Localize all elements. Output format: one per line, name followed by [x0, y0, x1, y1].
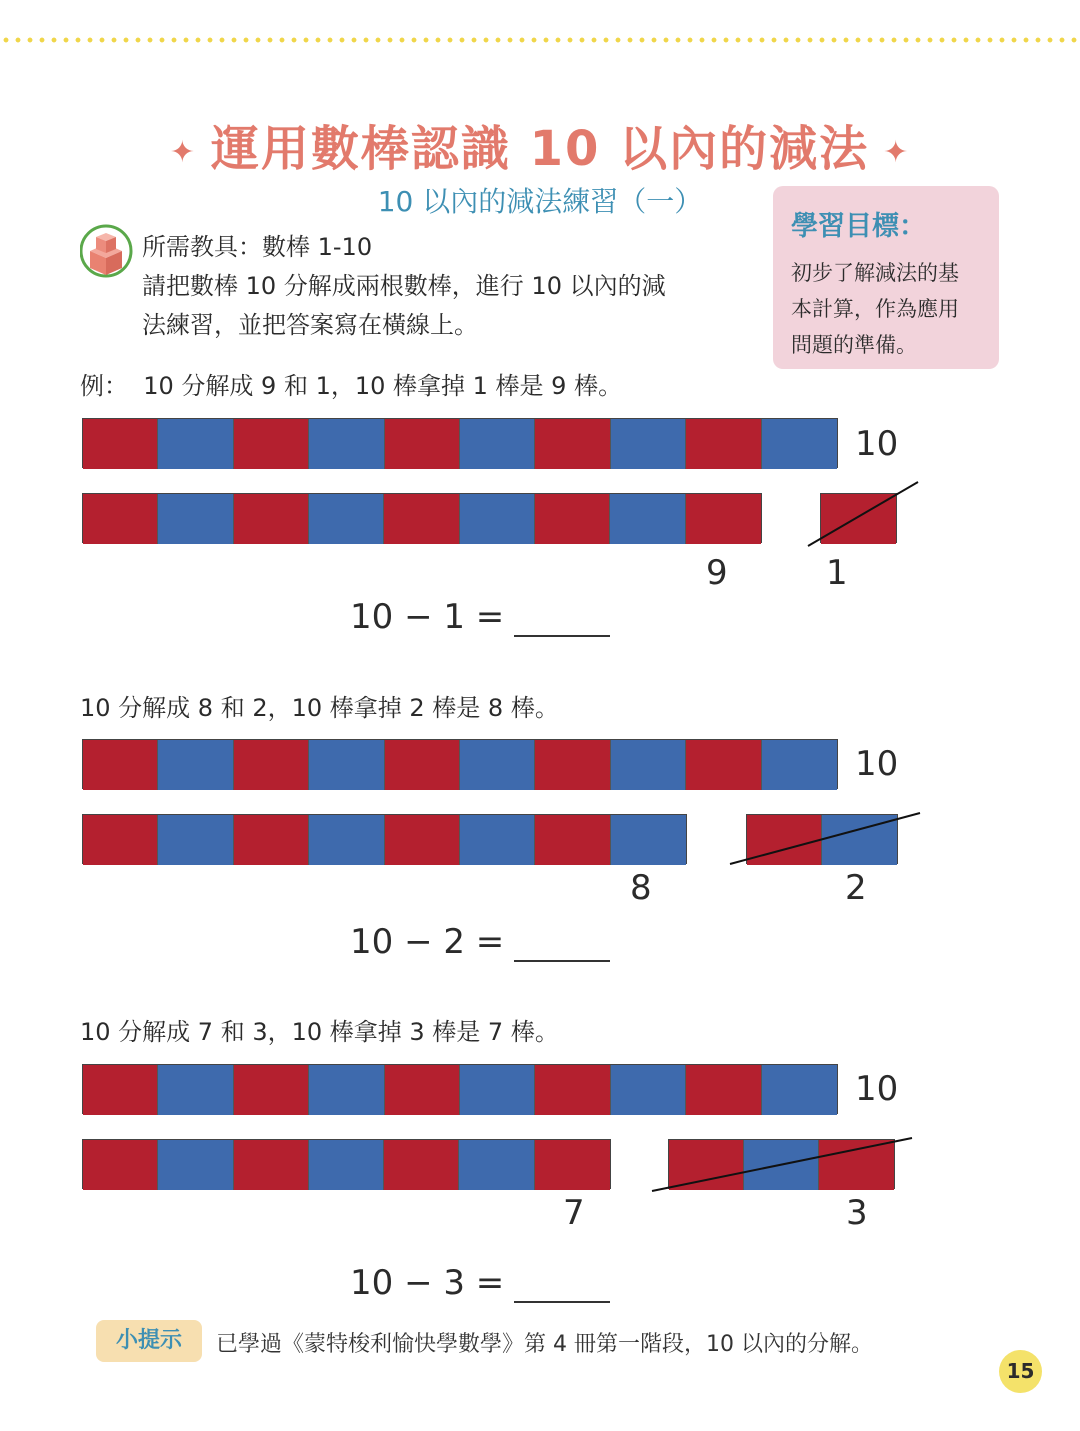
rod-segment	[459, 1140, 534, 1190]
rod-segment	[158, 740, 233, 790]
instruction-line: 法練習，並把答案寫在橫線上。	[142, 311, 478, 339]
rod-segment	[384, 1140, 459, 1190]
rod-segment	[535, 815, 610, 865]
rod-remaining	[82, 493, 762, 543]
rod-segment	[385, 1065, 460, 1115]
cross-out-line	[650, 1135, 915, 1195]
rod-segment	[535, 1140, 610, 1190]
rod-segment	[460, 815, 535, 865]
rod-segment	[83, 419, 158, 469]
exercise-sentence: 10 分解成 8 和 2，10 棒拿掉 2 棒是 8 棒。	[80, 694, 559, 722]
rod-segment	[385, 740, 460, 790]
star-icon: ✦	[169, 134, 197, 170]
rod-segment	[83, 740, 158, 790]
rod-segment	[535, 494, 610, 544]
rod-segment	[309, 1065, 384, 1115]
exercise-sentence: 10 分解成 7 和 3，10 棒拿掉 3 棒是 7 棒。	[80, 1018, 559, 1046]
rod-segment	[309, 494, 384, 544]
rod-segment	[83, 1140, 158, 1190]
instruction-line: 請把數棒 10 分解成兩根數棒，進行 10 以內的減	[142, 272, 666, 300]
rod-segment	[535, 740, 610, 790]
goal-line: 本計算，作為應用	[791, 297, 959, 321]
equation	[350, 1263, 610, 1303]
removed-label: 1	[826, 553, 848, 593]
rod-segment	[234, 740, 309, 790]
goal-line: 初步了解減法的基	[791, 261, 959, 285]
rod-segment	[309, 1140, 384, 1190]
example-label: 例：	[80, 372, 128, 400]
remain-label: 9	[706, 553, 728, 593]
rod-segment	[762, 1065, 837, 1115]
rod-segment	[611, 419, 686, 469]
learning-goal-title: 學習目標：	[791, 211, 926, 242]
dotted-border	[0, 37, 1080, 43]
rod-remaining	[82, 1139, 611, 1189]
answer-blank[interactable]	[514, 930, 610, 962]
rod-segment	[686, 419, 761, 469]
tools-needed: 所需教具：數棒 1-10	[142, 233, 373, 261]
rod-segment	[460, 494, 535, 544]
rod-segment	[460, 1065, 535, 1115]
goal-line: 問題的準備。	[791, 333, 917, 357]
rod-segment	[158, 1065, 233, 1115]
rod-remaining	[82, 814, 687, 864]
learning-goal-text	[791, 255, 981, 363]
removed-label: 3	[846, 1193, 868, 1233]
rod-segment	[762, 419, 837, 469]
rod-segment	[686, 740, 761, 790]
rod-segment	[158, 1140, 233, 1190]
page-title-text: 運用數棒認識 10 以內的減法	[210, 121, 870, 177]
page-subtitle: 10 以內的減法練習（一）	[377, 185, 703, 218]
remain-label: 7	[563, 1193, 585, 1233]
answer-blank[interactable]	[514, 605, 610, 637]
rod-total-label: 10	[855, 424, 899, 464]
equation-text: 10 − 2 =	[350, 922, 505, 962]
example-text: 10 分解成 9 和 1，10 棒拿掉 1 棒是 9 棒。	[143, 372, 623, 400]
rod-segment	[686, 494, 761, 544]
rod-segment	[610, 494, 685, 544]
rod-segment	[158, 494, 233, 544]
rod-segment	[460, 419, 535, 469]
rod-total-label: 10	[855, 744, 899, 784]
tip-badge: 小提示	[96, 1320, 202, 1362]
page-number: 15	[999, 1350, 1042, 1393]
rod-segment	[535, 419, 610, 469]
tip-text: 已學過《蒙特梭利愉快學數學》第 4 冊第一階段，10 以內的分解。	[216, 1332, 873, 1357]
rod-segment	[234, 1140, 309, 1190]
rod-segment	[234, 815, 309, 865]
rod-segment	[83, 494, 158, 544]
rod-segment	[234, 419, 309, 469]
cross-out-line	[806, 480, 921, 548]
blocks-icon	[80, 219, 136, 279]
rod-segment	[686, 1065, 761, 1115]
page-title	[0, 110, 1080, 179]
remain-label: 8	[630, 868, 652, 908]
rod-segment	[158, 419, 233, 469]
rod-segment	[158, 815, 233, 865]
rod-total-label: 10	[855, 1069, 899, 1109]
rod-segment	[762, 740, 837, 790]
rod-segment	[611, 1065, 686, 1115]
cross-out-line	[728, 810, 923, 868]
rod-segment	[611, 815, 686, 865]
rod-segment	[309, 419, 384, 469]
rod-10	[82, 418, 838, 468]
answer-blank[interactable]	[514, 1271, 610, 1303]
rod-segment	[384, 494, 459, 544]
rod-10	[82, 1064, 838, 1114]
rod-segment	[385, 815, 460, 865]
equation	[350, 597, 610, 637]
rod-segment	[83, 1065, 158, 1115]
equation-text: 10 − 3 =	[350, 1263, 505, 1303]
rod-segment	[611, 740, 686, 790]
rod-segment	[309, 740, 384, 790]
rod-segment	[234, 494, 309, 544]
rod-segment	[83, 815, 158, 865]
learning-goal-box	[773, 186, 999, 369]
equation	[350, 922, 610, 962]
rod-segment	[460, 740, 535, 790]
instructions	[142, 228, 742, 345]
rod-segment	[385, 419, 460, 469]
rod-segment	[309, 815, 384, 865]
star-icon: ✦	[883, 134, 911, 170]
example-sentence	[80, 366, 622, 401]
rod-segment	[535, 1065, 610, 1115]
rod-10	[82, 739, 838, 789]
equation-text: 10 − 1 =	[350, 597, 505, 637]
removed-label: 2	[845, 868, 867, 908]
rod-segment	[234, 1065, 309, 1115]
